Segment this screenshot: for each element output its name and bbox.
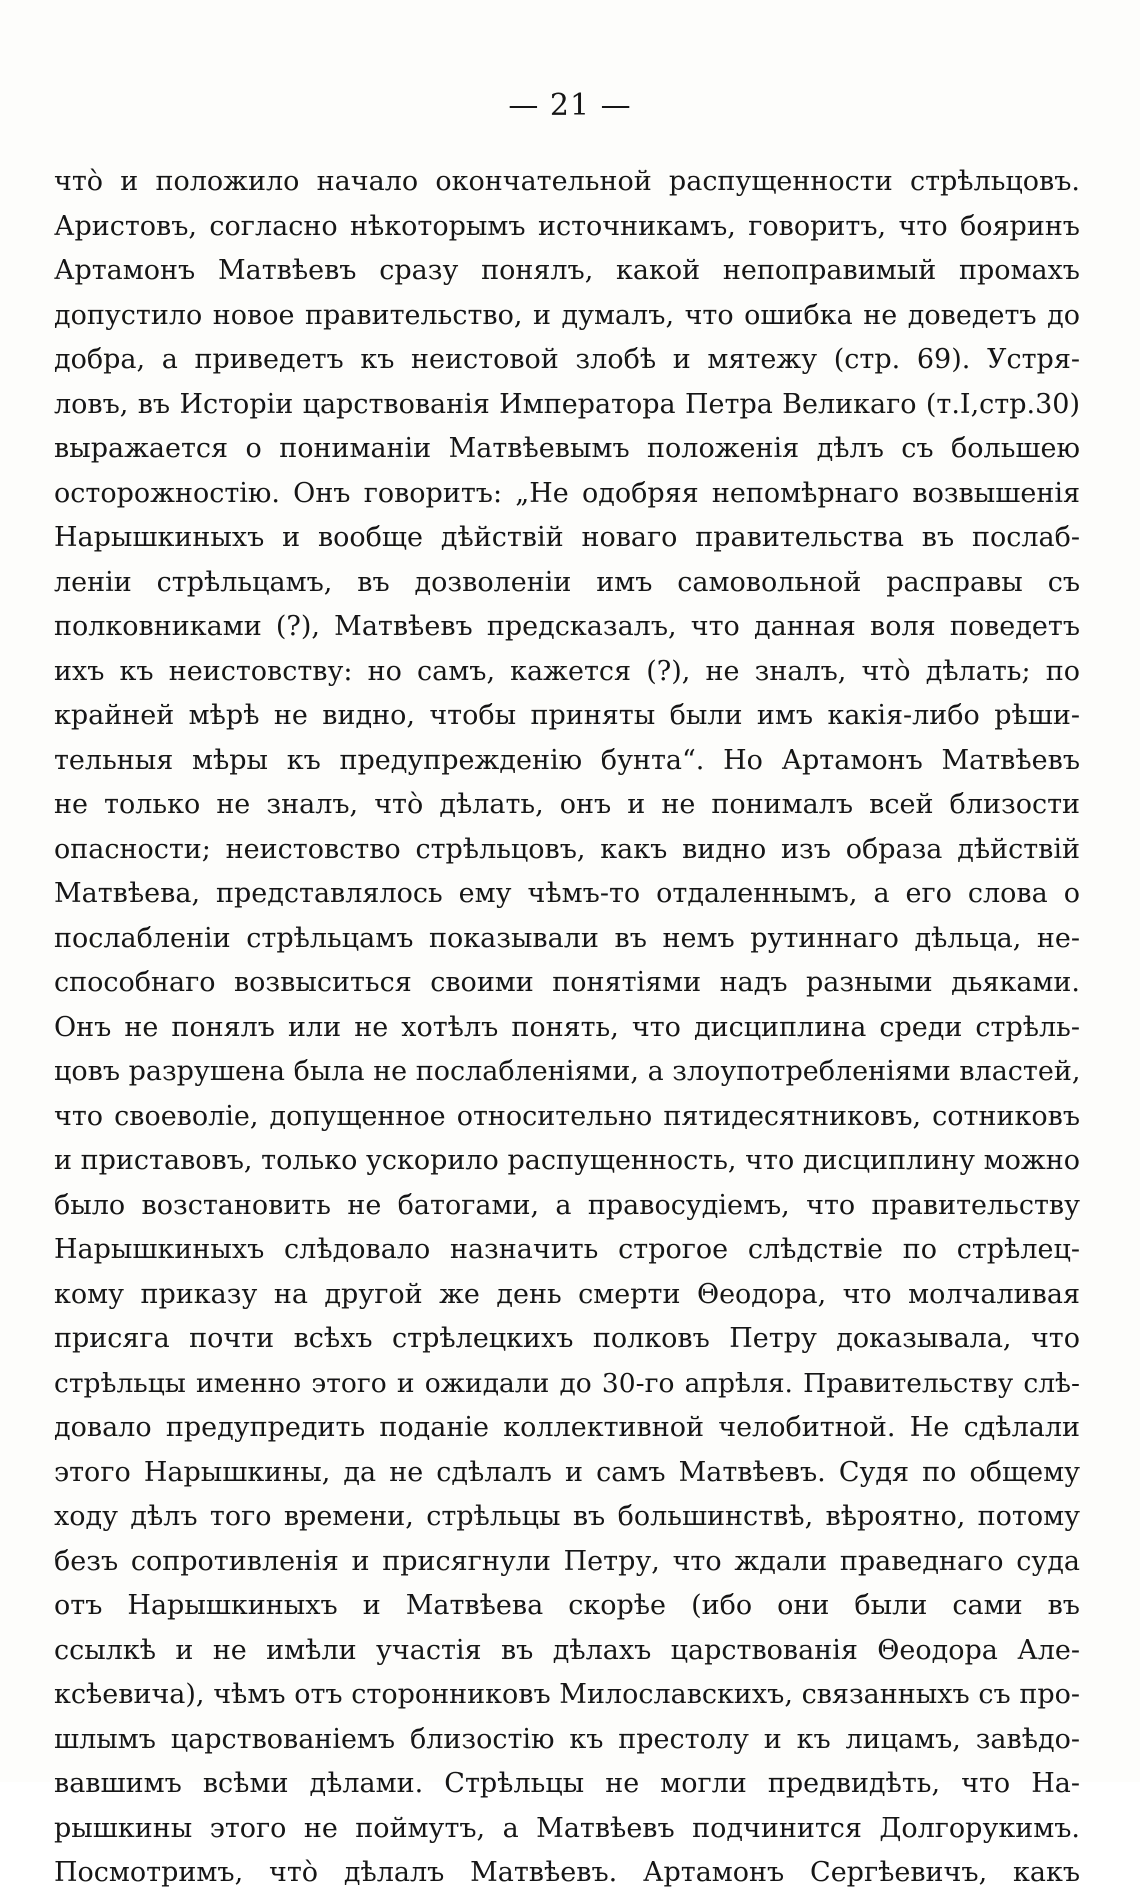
text-line: леніи стрѣльцамъ, въ дозволеніи имъ самовольной расправы съ: [54, 566, 1080, 598]
text-line: Онъ не понялъ или не хотѣлъ понять, что дисциплина среди стрѣль-: [54, 1011, 1080, 1043]
text-line: Артамонъ Матвѣевъ сразу понялъ, какой непоправимый промахъ: [54, 255, 1080, 286]
text-line: цовъ разрушена была не послабленіями, а злоупотребленіями властей,: [54, 1056, 1080, 1087]
text-line: тельныя мѣры къ предупрежденію бунта“. Но Артамонъ Матвѣевъ: [54, 744, 1080, 776]
text-line: ксѣевича), чѣмъ отъ сторонниковъ Милославскихъ, связанныхъ съ про-: [54, 1679, 1080, 1710]
text-line: не только не зналъ, что̀ дѣлать, онъ и не понималъ всей близости: [54, 789, 1080, 820]
text-line: рышкины этого не поймутъ, а Матвѣевъ подчинится Долгорукимъ.: [54, 1812, 1080, 1844]
text-line: Матвѣева, представлялось ему чѣмъ-то отдаленнымъ, а его слова о: [54, 878, 1080, 909]
text-line: Аристовъ, согласно нѣкоторымъ источникамъ, говоритъ, что бояринъ: [54, 210, 1080, 242]
text-line: Нарышкиныхъ слѣдовало назначить строгое слѣдствіе по стрѣлец-: [54, 1234, 1080, 1265]
text-line: отъ Нарышкиныхъ и Матвѣева скорѣе (ибо они были сами въ: [54, 1590, 1080, 1621]
text-line: было возстановить не батогами, а правосудіемъ, что правительству: [54, 1189, 1080, 1221]
text-line: осторожностію. Онъ говоритъ: „Не одобряя непомѣрнаго возвышенія: [54, 477, 1080, 509]
text-line: способнаго возвыситься своими понятіями надъ разными дьяками.: [54, 967, 1080, 998]
text-line: допустило новое правительство, и думалъ, что ошибка не доведетъ до: [54, 299, 1080, 331]
text-line: ихъ къ неистовству: но самъ, кажется (?), не зналъ, что̀ дѣлать; по: [54, 655, 1080, 687]
text-line: стрѣльцы именно этого и ожидали до 30-го апрѣля. Правительству слѣ-: [54, 1367, 1080, 1399]
text-line: что̀ и положило начало окончательной распущенности стрѣльцовъ.: [54, 166, 1080, 197]
text-line: этого Нарышкины, да не сдѣлалъ и самъ Матвѣевъ. Судя по общему: [54, 1456, 1080, 1488]
text-line: полковниками (?), Матвѣевъ предсказалъ, что данная воля поведетъ: [54, 611, 1080, 642]
text-line: крайней мѣрѣ не видно, чтобы приняты были имъ какія-либо рѣши-: [54, 700, 1080, 731]
text-line: послабленіи стрѣльцамъ показывали въ немъ рутиннаго дѣльца, не-: [54, 922, 1080, 954]
page-number: — 21 —: [508, 88, 632, 123]
text-line: и приставовъ, только ускорило распущенность, что дисциплину можно: [54, 1145, 1080, 1176]
text-line: довало предупредить поданіе коллективной челобитной. Не сдѣлали: [54, 1412, 1080, 1443]
text-line: ловъ, въ Исторіи царствованія Императора Петра Великаго (т.I,стр.30): [54, 388, 1080, 420]
text-line: шлымъ царствованіемъ близостію къ престолу и къ лицамъ, завѣдо-: [54, 1723, 1080, 1755]
text-line: Нарышкиныхъ и вообще дѣйствій новаго правительства въ послаб-: [54, 522, 1080, 553]
text-line: что своеволіе, допущенное относительно пятидесятниковъ, сотниковъ: [54, 1100, 1080, 1132]
text-line: выражается о пониманіи Матвѣевымъ положенія дѣлъ съ большею: [54, 433, 1080, 464]
text-line: безъ сопротивленія и присягнули Петру, что ждали праведнаго суда: [54, 1545, 1080, 1577]
text-line: вавшимъ всѣми дѣлами. Стрѣльцы не могли предвидѣть, что На-: [54, 1768, 1080, 1799]
text-line: Посмотримъ, что̀ дѣлалъ Матвѣевъ. Артамонъ Сергѣевичъ, какъ: [54, 1857, 1080, 1888]
text-line: кому приказу на другой же день смерти Θеодора, что молчаливая: [54, 1278, 1080, 1310]
text-line: присяга почти всѣхъ стрѣлецкихъ полковъ Петру доказывала, что: [54, 1323, 1080, 1354]
text-line: опасности; неистовство стрѣльцовъ, какъ видно изъ образа дѣйствій: [54, 833, 1080, 865]
text-line: ходу дѣлъ того времени, стрѣльцы въ большинствѣ, вѣроятно, потому: [54, 1501, 1080, 1532]
body-text: [54, 160, 1080, 1896]
text-line: добра, а приведетъ къ неистовой злобѣ и мятежу (стр. 69). Устря-: [54, 344, 1080, 375]
text-line: ссылкѣ и не имѣли участія въ дѣлахъ царствованія Θеодора Але-: [54, 1634, 1080, 1666]
